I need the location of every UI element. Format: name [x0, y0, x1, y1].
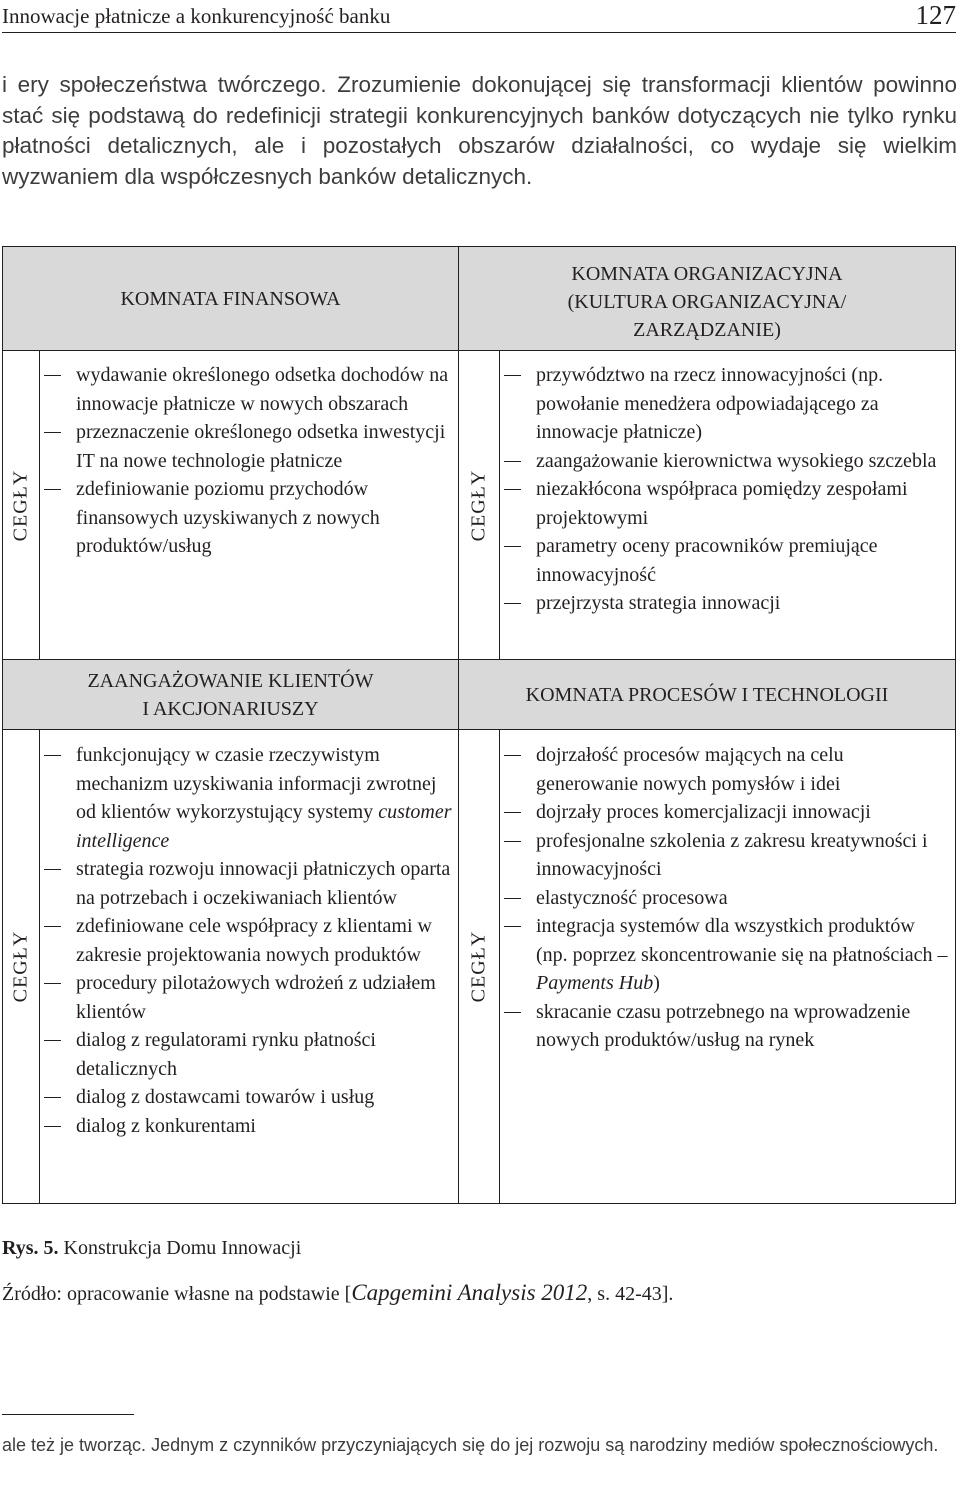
room-financial-list	[40, 361, 456, 561]
list-item: dojrzałość procesów mających na celu generowanie nowych pomysłów i idei	[500, 741, 948, 798]
room-clients-title-line: I AKCJONARIUSZY	[142, 697, 319, 720]
list-item: zdefiniowane cele współpracy z klientami w zakresie projektowania nowych produktów	[40, 912, 456, 969]
source-reference: Capgemini Analysis 2012	[351, 1280, 588, 1305]
list-item: przejrzysta strategia innowacji	[500, 589, 948, 618]
room-financial-title-text: KOMNATA FINANSOWA	[120, 287, 341, 310]
room-organizational-title	[459, 247, 955, 350]
footnote: ale też je tworząc. Jednym z czynników przyczyniających się do jej rozwoju są narodziny mediów społecznościowych.	[2, 1435, 939, 1455]
room-processes-title-text: KOMNATA PROCESÓW I TECHNOLOGII	[525, 683, 889, 706]
list-item: dialog z konkurentami	[40, 1112, 456, 1141]
room-organizational-title-line: KOMNATA ORGANIZACYJNA	[571, 262, 843, 285]
list-item: dialog z regulatorami rynku płatności detalicznych	[40, 1026, 456, 1083]
running-head	[2, 2, 956, 33]
room-clients-title-line: ZAANGAŻOWANIE KLIENTÓW	[87, 669, 374, 692]
list-item: zdefiniowanie poziomu przychodów finansowych uzyskiwanych z nowych produktów/usług	[40, 475, 456, 561]
list-item: przeznaczenie określonego odsetka inwestycji IT na nowe technologie płatnicze	[40, 418, 456, 475]
list-item: funkcjonujący w czasie rzeczywistym mechanizm uzyskiwania informacji zwrotnej od klientów wykorzystujący systemy customer intelligence	[40, 741, 456, 855]
room-organizational-title-line: (KULTURA ORGANIZACYJNA/	[567, 290, 847, 313]
body-paragraph: i ery społeczeństwa twórczego. Zrozumienie dokonującej się transformacji klientów powinno stać się podstawą do redefinicji strategii konkurencyjnych banków dotyczących nie tylko rynku płatności detalicznych, ale i pozostałych obszarów działalności, co wydaje się wielkim wyzwaniem dla współczesnych banków detalicznych.	[2, 72, 957, 189]
list-item: niezakłócona współpraca pomiędzy zespołami projektowymi	[500, 475, 948, 532]
bricks-label: CEGŁY	[467, 469, 490, 541]
room-financial-title	[3, 247, 458, 350]
bricks-label: CEGŁY	[9, 930, 32, 1003]
list-item: parametry oceny pracowników premiujące innowacyjność	[500, 532, 948, 589]
room-clients-list	[40, 741, 456, 1140]
list-item: wydawanie określonego odsetka dochodów na innowacje płatnicze w nowych obszarach	[40, 361, 456, 418]
room-processes-list	[500, 741, 948, 1055]
list-item: profesjonalne szkolenia z zakresu kreatywności i innowacyjności	[500, 827, 948, 884]
list-item: przywództwo na rzecz innowacyjności (np. powołanie menedżera odpowiadającego za innowacje płatnicze)	[500, 361, 948, 447]
figure-source: Źródło: opracowanie własne na podstawie [Capgemini Analysis 2012, s. 42-43].	[2, 1280, 674, 1305]
figure-caption-label: Rys. 5.	[2, 1237, 59, 1259]
bricks-label: CEGŁY	[9, 469, 32, 541]
list-item: strategia rozwoju innowacji płatniczych oparta na potrzebach i oczekiwaniach klientów	[40, 855, 456, 912]
list-item: integracja systemów dla wszystkich produktów (np. poprzez skoncentrowanie się na płatnościach – Payments Hub)	[500, 912, 948, 998]
list-item: zaangażowanie kierownictwa wysokiego szczebla	[500, 447, 948, 476]
room-organizational-title-line: ZARZĄDZANIE)	[633, 318, 781, 341]
innovation-house-figure	[2, 246, 956, 1204]
figure-caption	[2, 1237, 301, 1260]
room-processes-title	[459, 660, 955, 729]
bricks-label: CEGŁY	[467, 930, 490, 1003]
footnote-rule	[2, 1414, 134, 1415]
list-item: procedury pilotażowych wdrożeń z udziałem klientów	[40, 969, 456, 1026]
room-clients-title	[3, 660, 458, 729]
list-item: dialog z dostawcami towarów i usług	[40, 1083, 456, 1112]
list-item: dojrzały proces komercjalizacji innowacji	[500, 798, 948, 827]
room-organizational-list	[500, 361, 948, 618]
figure-caption-text: Konstrukcja Domu Innowacji	[58, 1237, 302, 1259]
page-number: 127	[915, 0, 956, 30]
running-head-title: Innowacje płatnicze a konkurencyjność banku	[2, 4, 391, 28]
list-item: skracanie czasu potrzebnego na wprowadzenie nowych produktów/usług na rynek	[500, 998, 948, 1055]
list-item: elastyczność procesowa	[500, 884, 948, 913]
